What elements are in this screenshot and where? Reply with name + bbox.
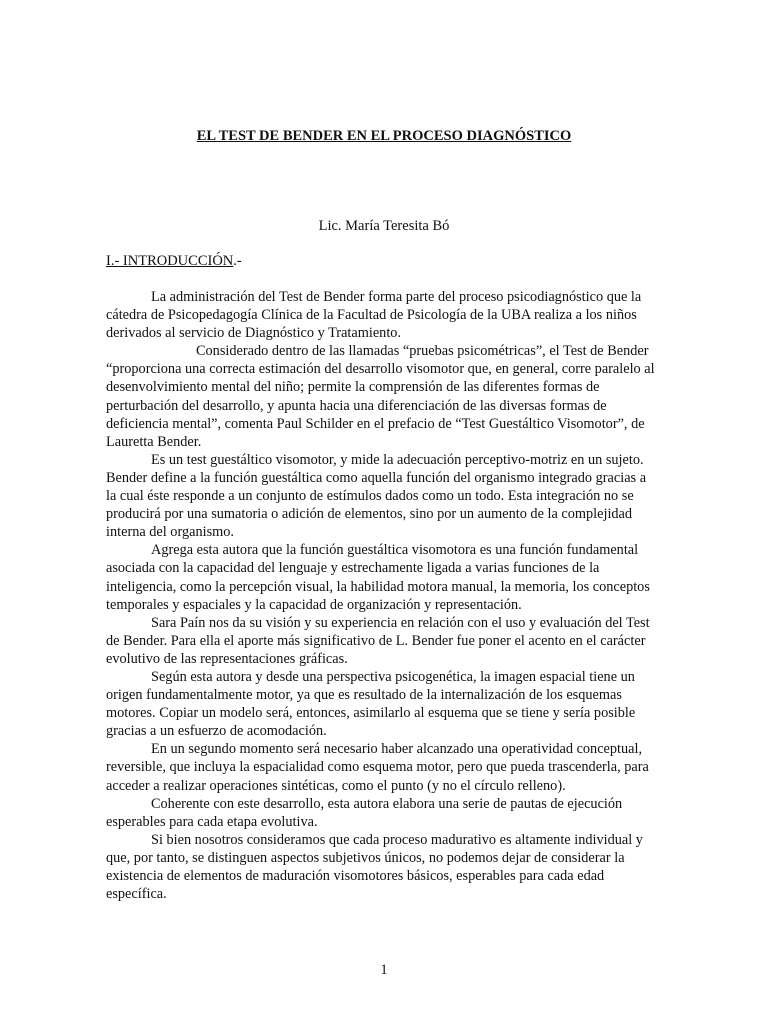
- paragraph: Sara Paín nos da su visión y su experiencia en relación con el uso y evaluación del Test de Bender. Para ella el aporte más significativo de L. Bender fue poner el acento en el carácter evolutivo de las representaciones gráficas.: [106, 614, 650, 667]
- paragraph: Coherente con este desarrollo, esta autora elabora una serie de pautas de ejecución esperables para cada etapa evolutiva.: [106, 795, 623, 830]
- section-heading: [106, 253, 242, 270]
- paragraph: La administración del Test de Bender forma parte del proceso psicodiagnóstico que la cátedra de Psicopedagogía Clínica de la Facultad de Psicología de la UBA realiza a los niños derivados al servicio de Diagnóstico y Tratamiento.: [106, 289, 642, 342]
- page-number: 1: [380, 962, 388, 978]
- paragraph: Si bien nosotros consideramos que cada proceso madurativo es altamente individual y que, por tanto, se distinguen aspectos subjetivos únicos, no podemos dejar de considerar la existencia de elementos de maduración visomotores básicos, esperables para cada edad específica.: [106, 831, 643, 903]
- paragraph: Según esta autora y desde una perspectiva psicogenética, la imagen espacial tiene un origen fundamentalmente motor, ya que es resultado de la internalización de los esquemas motores. Copiar un modelo será, entonces, asimilarlo al esquema que se tiene y sería posible gracias a un esfuerzo de acomodación.: [106, 668, 636, 740]
- paragraph: Es un test guestáltico visomotor, y mide la adecuación perceptivo-motriz en un sujeto. Bender define a la función guestáltica como aquella función del organismo integrado gracias a la cual éste responde a un conjunto de estímulos dados como un todo. Esta integración no se producirá por una sumatoria o adición de elementos, sino por un aumento de la complejidad interna del organismo.: [106, 451, 647, 541]
- paragraph: En un segundo momento será necesario haber alcanzado una operatividad conceptual, reversible, que incluya la espacialidad como esquema motor, pero que pueda trascenderla, para acceder a realizar operaciones sintéticas, como el punto (y no el círculo relleno).: [106, 741, 649, 794]
- paragraph: Agrega esta autora que la función guestáltica visomotora es una función fundamental asociada con la capacidad del lenguaje y estrechamente ligada a varias funciones de la inteligencia, como la percepción visual, la habilidad motora manual, la memoria, los conceptos temporales y espaciales y la capacidad de organización y representación.: [106, 542, 650, 613]
- section-heading-text: I.- INTRODUCCIÓN: [106, 253, 234, 269]
- paragraph: Considerado dentro de las llamadas “pruebas psicométricas”, el Test de Bender “proporciona una correcta estimación del desarrollo visomotor que, en general, corre paralelo al desenvolvimiento mental del niño; permite la comprensión de las diferentes formas de perturbación del desarrollo, y apunta hacia una diferenciación de las diversas formas de deficiencia mental”, comenta Paul Schilder en el prefacio de “Test Guestáltico Visomotor”, de Lauretta Bender.: [106, 343, 655, 450]
- section-heading-suffix: .-: [233, 253, 242, 269]
- document-title: EL TEST DE BENDER EN EL PROCESO DIAGNÓSTICO: [196, 128, 572, 144]
- author-line: Lic. María Teresita Bó: [318, 218, 450, 234]
- document-body: [106, 288, 658, 903]
